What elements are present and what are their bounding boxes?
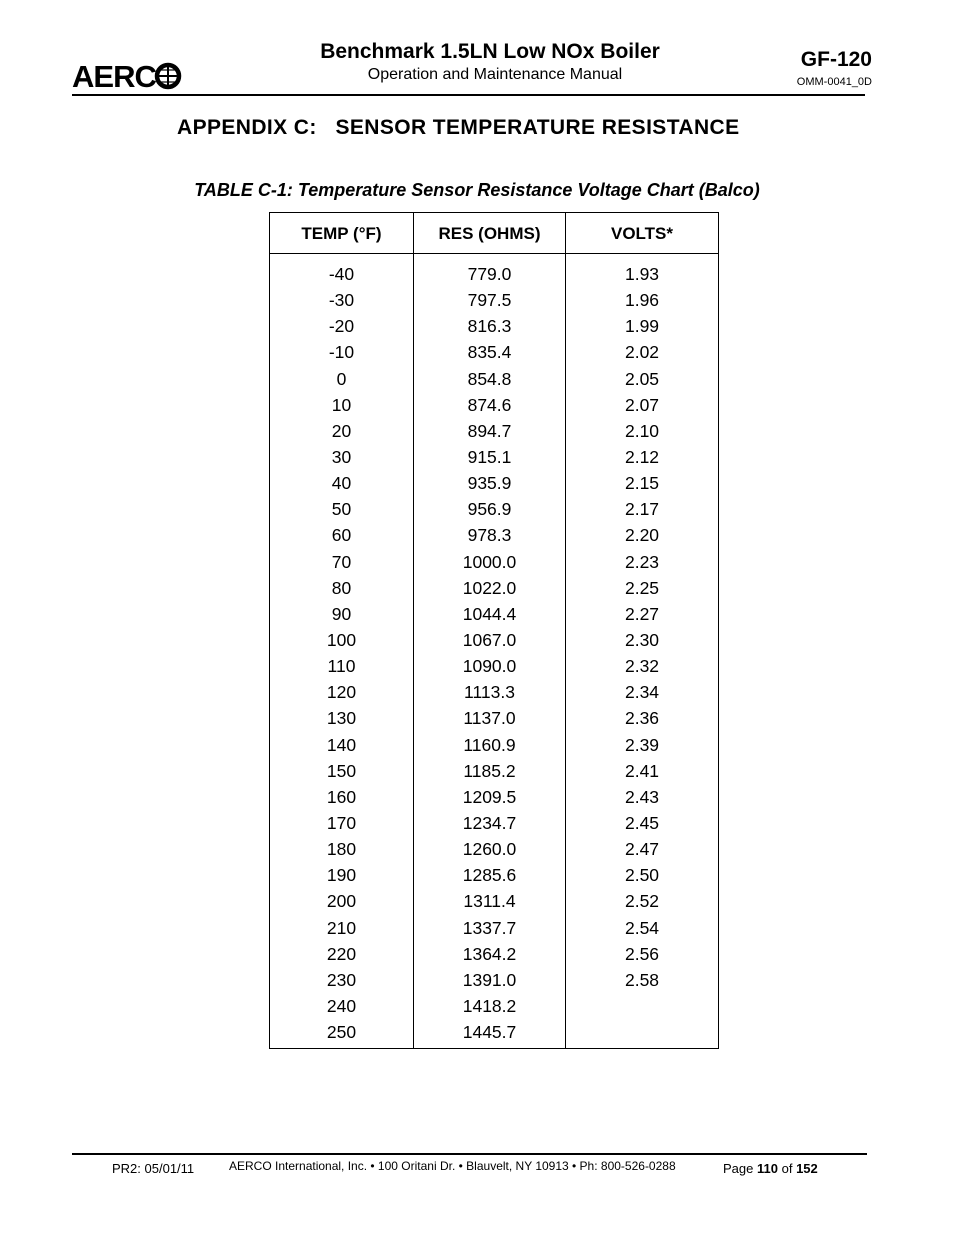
resistance-cell: 1044.4 bbox=[462, 603, 517, 624]
temp-cell: 150 bbox=[326, 760, 357, 781]
volts-cell: 2.56 bbox=[624, 943, 660, 964]
volts-cell: 1.99 bbox=[624, 316, 660, 337]
volts-cell: 2.36 bbox=[624, 708, 660, 729]
volts-cell: 2.32 bbox=[624, 656, 660, 677]
resistance-cell: 1285.6 bbox=[462, 865, 517, 886]
volts-cell: 2.43 bbox=[624, 786, 660, 807]
manual-subtitle: Operation and Maintenance Manual bbox=[367, 66, 623, 83]
temp-cell: -10 bbox=[328, 342, 355, 363]
resistance-cell: 1234.7 bbox=[462, 812, 517, 833]
volts-cell: 2.25 bbox=[624, 577, 660, 598]
header-divider bbox=[72, 94, 865, 96]
volts-cell: 2.50 bbox=[624, 865, 660, 886]
volts-cell: 2.10 bbox=[624, 420, 660, 441]
resistance-cell: 874.6 bbox=[467, 394, 512, 415]
aerco-logo bbox=[72, 60, 184, 92]
resistance-cell: 894.7 bbox=[467, 420, 512, 441]
temp-cell: 210 bbox=[326, 917, 357, 938]
resistance-cell: 1311.4 bbox=[463, 891, 516, 912]
resistance-cell: 779.0 bbox=[467, 264, 512, 284]
temp-column bbox=[270, 261, 413, 1045]
temp-cell: 160 bbox=[326, 786, 357, 807]
resistance-cell: 915.1 bbox=[467, 446, 512, 467]
header-temp: TEMP (°F) bbox=[301, 224, 382, 243]
table-caption: TABLE C-1: Temperature Sensor Resistance Voltage Chart (Balco) bbox=[194, 180, 760, 200]
temp-cell: 110 bbox=[327, 656, 356, 677]
temp-cell: 130 bbox=[326, 708, 357, 729]
volts-cell: 2.39 bbox=[624, 734, 660, 755]
temp-cell: 40 bbox=[331, 473, 352, 494]
resistance-cell: 935.9 bbox=[467, 473, 512, 494]
resistance-cell: 835.4 bbox=[467, 342, 512, 363]
volts-column bbox=[566, 261, 718, 993]
manual-code: GF-120 bbox=[800, 48, 872, 71]
resistance-cell: 978.3 bbox=[467, 525, 512, 546]
resistance-cell: 1137.0 bbox=[463, 708, 516, 729]
resistance-cell: 816.3 bbox=[467, 316, 512, 337]
temp-cell: 20 bbox=[331, 420, 352, 441]
volts-cell: 2.02 bbox=[624, 342, 660, 363]
volts-cell: 2.30 bbox=[624, 629, 660, 650]
resistance-cell: 1445.7 bbox=[462, 1022, 517, 1043]
resistance-cell: 1185.2 bbox=[463, 760, 516, 781]
temp-cell: 80 bbox=[331, 577, 352, 598]
temp-cell: 190 bbox=[326, 865, 357, 886]
temp-cell: 140 bbox=[326, 734, 357, 755]
temp-cell: -20 bbox=[328, 316, 355, 337]
temp-cell: 30 bbox=[331, 446, 352, 467]
volts-cell: 2.54 bbox=[624, 917, 660, 938]
volts-cell: 2.45 bbox=[624, 812, 660, 833]
volts-cell: 2.05 bbox=[624, 368, 660, 389]
resistance-cell: 1067.0 bbox=[462, 629, 517, 650]
header-resistance: RES (OHMS) bbox=[438, 224, 541, 243]
page-indicator bbox=[723, 1161, 818, 1176]
volts-cell: 2.27 bbox=[624, 603, 660, 624]
volts-cell: 2.58 bbox=[624, 969, 660, 990]
temp-cell: -30 bbox=[328, 290, 355, 311]
resistance-cell: 1022.0 bbox=[462, 577, 517, 598]
temp-cell: 170 bbox=[326, 812, 357, 833]
resistance-cell: 1260.0 bbox=[462, 839, 517, 860]
volts-cell: 2.23 bbox=[624, 551, 660, 572]
resistance-cell: 1337.7 bbox=[462, 917, 517, 938]
manual-title: Benchmark 1.5LN Low NOx Boiler bbox=[320, 40, 660, 63]
volts-cell: 1.96 bbox=[624, 290, 660, 311]
resistance-cell: 1364.2 bbox=[462, 943, 517, 964]
document-number: OMM-0041_0D bbox=[796, 76, 872, 88]
resistance-cell: 1090.0 bbox=[462, 656, 517, 677]
volts-cell: 2.15 bbox=[624, 473, 660, 494]
footer-divider bbox=[72, 1153, 867, 1155]
volts-cell: 2.52 bbox=[624, 891, 660, 912]
temp-cell: 180 bbox=[326, 839, 357, 860]
temp-cell: 100 bbox=[326, 629, 357, 650]
resistance-cell: 1160.9 bbox=[463, 734, 516, 755]
temp-cell: 250 bbox=[326, 1022, 357, 1043]
temp-cell: -40 bbox=[328, 264, 355, 284]
temp-cell: 60 bbox=[331, 525, 352, 546]
header-volts: VOLTS* bbox=[610, 224, 674, 243]
svg-text:AERC: AERC bbox=[72, 60, 156, 92]
temp-cell: 70 bbox=[331, 551, 352, 572]
appendix-heading: APPENDIX C: SENSOR TEMPERATURE RESISTANCE bbox=[177, 116, 740, 139]
temp-cell: 220 bbox=[326, 943, 357, 964]
volts-cell: 2.47 bbox=[624, 839, 660, 860]
temp-cell: 10 bbox=[331, 394, 352, 415]
resistance-cell: 1000.0 bbox=[462, 551, 517, 572]
resistance-column bbox=[414, 261, 565, 1045]
volts-cell: 2.34 bbox=[624, 682, 660, 703]
resistance-cell: 797.5 bbox=[467, 290, 512, 311]
volts-cell: 1.93 bbox=[624, 264, 660, 284]
volts-cell: 2.12 bbox=[624, 446, 660, 467]
resistance-cell: 854.8 bbox=[467, 368, 512, 389]
temp-cell: 240 bbox=[326, 995, 357, 1016]
resistance-cell: 1113.3 bbox=[464, 682, 515, 703]
temp-cell: 90 bbox=[331, 603, 352, 624]
resistance-cell: 956.9 bbox=[467, 499, 512, 520]
of-label: of bbox=[781, 1161, 793, 1176]
resistance-table bbox=[269, 212, 719, 1049]
temp-cell: 120 bbox=[326, 682, 357, 703]
temp-cell: 50 bbox=[331, 499, 352, 520]
volts-cell: 2.17 bbox=[624, 499, 660, 520]
temp-cell: 0 bbox=[336, 368, 347, 389]
resistance-cell: 1391.0 bbox=[462, 969, 517, 990]
page-number: 110 bbox=[757, 1161, 778, 1176]
volts-cell: 2.07 bbox=[624, 394, 660, 415]
company-address: AERCO International, Inc. • 100 Oritani Dr. • Blauvelt, NY 10913 • Ph: 800-526-0288 bbox=[229, 1159, 676, 1173]
temp-cell: 200 bbox=[326, 891, 357, 912]
page-total: 152 bbox=[796, 1161, 818, 1176]
revision-date: PR2: 05/01/11 bbox=[112, 1161, 195, 1176]
temp-cell: 230 bbox=[326, 969, 357, 990]
volts-cell: 2.41 bbox=[624, 760, 660, 781]
resistance-cell: 1209.5 bbox=[462, 786, 517, 807]
volts-cell: 2.20 bbox=[624, 525, 660, 546]
resistance-cell: 1418.2 bbox=[462, 995, 517, 1016]
page-label: Page bbox=[723, 1161, 754, 1176]
